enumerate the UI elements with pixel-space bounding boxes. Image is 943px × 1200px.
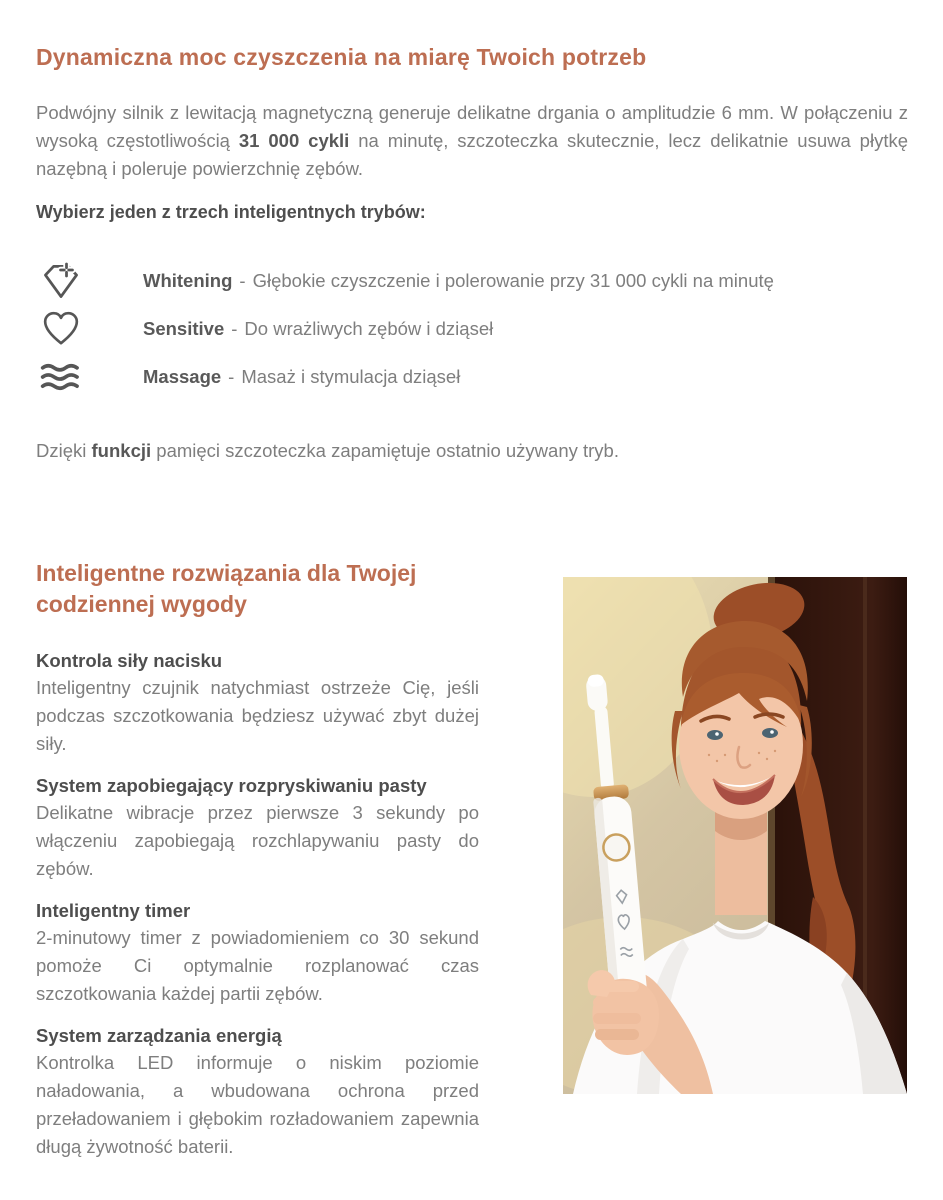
feature-energy-management [36, 1022, 479, 1161]
list-item-whitening [38, 260, 774, 302]
feature-body: Inteligentny czujnik natychmiast ostrzeże Cię, jeśli podczas szczotkowania będziesz używać zbyt dużej siły. [36, 677, 479, 754]
modes-list [38, 260, 774, 398]
mode-description: Do wrażliwych zębów i dziąseł [244, 318, 494, 339]
feature-title: Kontrola siły nacisku [36, 650, 223, 671]
mode-name: Whitening [143, 270, 233, 291]
feature-pressure-control [36, 647, 479, 758]
intro-text-pre: Podwójny silnik z lewitacją magnetyczną generuje delikatne drgania o amplitudzie 6 mm. W połączeniu z wysoką częstotliwością [36, 102, 908, 151]
waves-icon [38, 361, 84, 393]
feature-smart-timer [36, 897, 479, 1008]
mode-separator: - [228, 366, 235, 387]
modes-heading: Wybierz jeden z trzech inteligentnych trybów: [36, 202, 426, 222]
mode-description: Masaż i stymulacja dziąseł [241, 366, 461, 387]
feature-title: Inteligentny timer [36, 900, 191, 921]
memory-bold: funkcji [91, 440, 152, 461]
feature-body: Delikatne wibracje przez pierwsze 3 sekundy po włączeniu zapobiegają rozchlapywaniu pasty do zębów. [36, 802, 479, 879]
mode-name: Massage [143, 366, 222, 387]
page-title: Dynamiczna moc czyszczenia na miarę Twoich potrzeb [36, 44, 647, 70]
intro-text-post: na minutę, szczoteczka skutecznie, lecz delikatnie usuwa płytkę nazębną i poleruje powierzchnię zębów. [36, 130, 909, 179]
mode-separator: - [239, 270, 246, 291]
smart-section-title [36, 558, 506, 620]
feature-title: System zarządzania energią [36, 1025, 282, 1046]
smart-title-line1: Inteligentne rozwiązania dla Twojej [36, 560, 417, 586]
smart-title-line2: codziennej wygody [36, 591, 247, 617]
memory-note [36, 440, 908, 462]
feature-splash-prevention [36, 772, 479, 883]
mode-name: Sensitive [143, 318, 225, 339]
list-item-massage [38, 356, 774, 398]
heart-icon [38, 309, 84, 349]
feature-body: Kontrolka LED informuje o niskim poziomie naładowania, a wbudowana ochrona przed przeładowaniem i głębokim rozładowaniem zapewnia długą żywotność baterii. [36, 1052, 479, 1157]
feature-title: System zapobiegający rozpryskiwaniu pasty [36, 775, 427, 796]
feature-body: 2-minutowy timer z powiadomieniem co 30 sekund pomoże Ci optymalnie rozplanować czas szczotkowania każdej partii zębów. [36, 927, 479, 1004]
intro-text-bold: 31 000 cykli [238, 130, 350, 151]
mode-description: Głębokie czyszczenie i polerowanie przy 31 000 cykli na minutę [252, 270, 774, 291]
features-column [36, 647, 479, 1175]
mode-label [143, 318, 493, 340]
memory-pre: Dzięki [36, 440, 92, 461]
mode-label [143, 366, 460, 388]
memory-post: pamięci szczoteczka zapamiętuje ostatnio używany tryb. [151, 440, 619, 461]
diamond-sparkle-icon [38, 260, 84, 302]
intro-paragraph [36, 99, 908, 183]
list-item-sensitive [38, 308, 774, 350]
product-photo [563, 577, 907, 1094]
mode-label [143, 270, 774, 292]
mode-separator: - [231, 318, 238, 339]
